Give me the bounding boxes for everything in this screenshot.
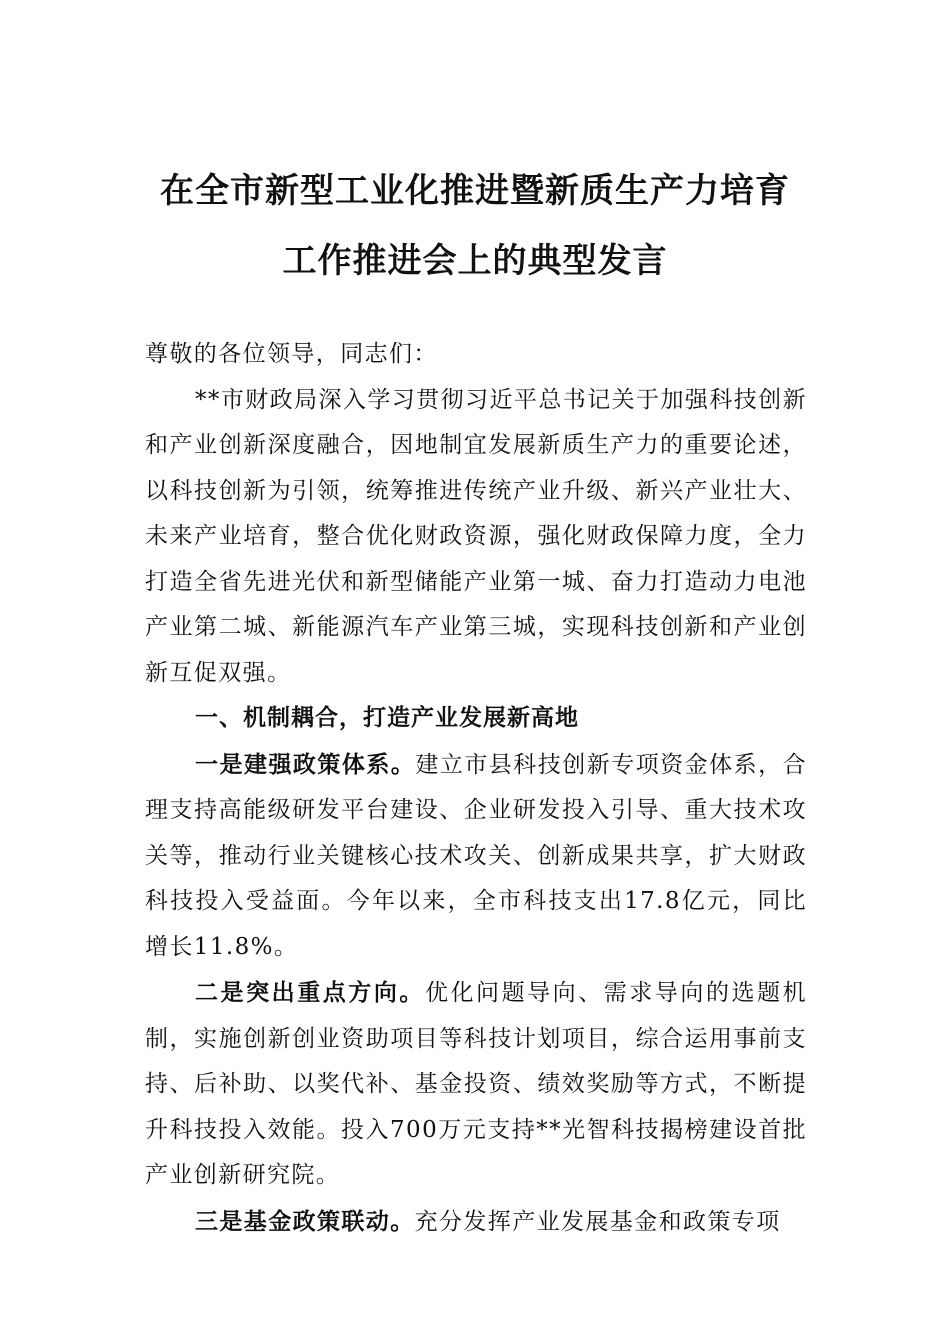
item-3-text: 充分发挥产业发展基金和政策专项 (414, 1208, 781, 1235)
document-body (145, 332, 807, 1245)
item-2-lead: 二是突出重点方向。 (195, 979, 425, 1006)
item-1-text: 建立市县科技创新专项资金体系，合理支持高能级研发平台建设、企业研发投入引导、重大技术攻关等，推动行业关键核心技术攻关、创新成果共享，扩大财政科技投入受益面。今年以来，全市科技支出17.8亿元，同比增长11.8%。 (145, 751, 807, 960)
section-heading-1: 一、机制耦合，打造产业发展新高地 (195, 705, 579, 731)
item-3-lead: 三是基金政策联动。 (195, 1207, 415, 1235)
paragraph-item-3 (145, 1199, 807, 1246)
salutation: 尊敬的各位领导，同志们： (145, 341, 438, 367)
document-title-line-2: 工作推进会上的典型发言 (282, 241, 668, 281)
paragraph-item-2 (145, 970, 807, 1199)
paragraph-item-1 (145, 742, 807, 971)
intro-paragraph: **市财政局深入学习贯彻习近平总书记关于加强科技创新和产业创新深度融合，因地制宜发展新质生产力的重要论述，以科技创新为引领，统筹推进传统产业升级、新兴产业壮大、未来产业培育，整合优化财政资源，强化财政保障力度，全力打造全省先进光伏和新型储能产业第一城、奋力打造动力电池产业第二城、新能源汽车产业第三城，实现科技创新和产业创新互促双强。 (145, 386, 807, 686)
item-1-lead: 一是建强政策体系。 (195, 750, 416, 778)
document-title-line-1: 在全市新型工业化推进暨新质生产力培育 (160, 171, 790, 211)
item-2-text: 优化问题导向、需求导向的选题机制，实施创新创业资助项目等科技计划项目，综合运用事前支持、后补助、以奖代补、基金投资、绩效奖励等方式，不断提升科技投入效能。投入700万元支持**光智科技揭榜建设首批产业创新研究院。 (145, 980, 808, 1188)
